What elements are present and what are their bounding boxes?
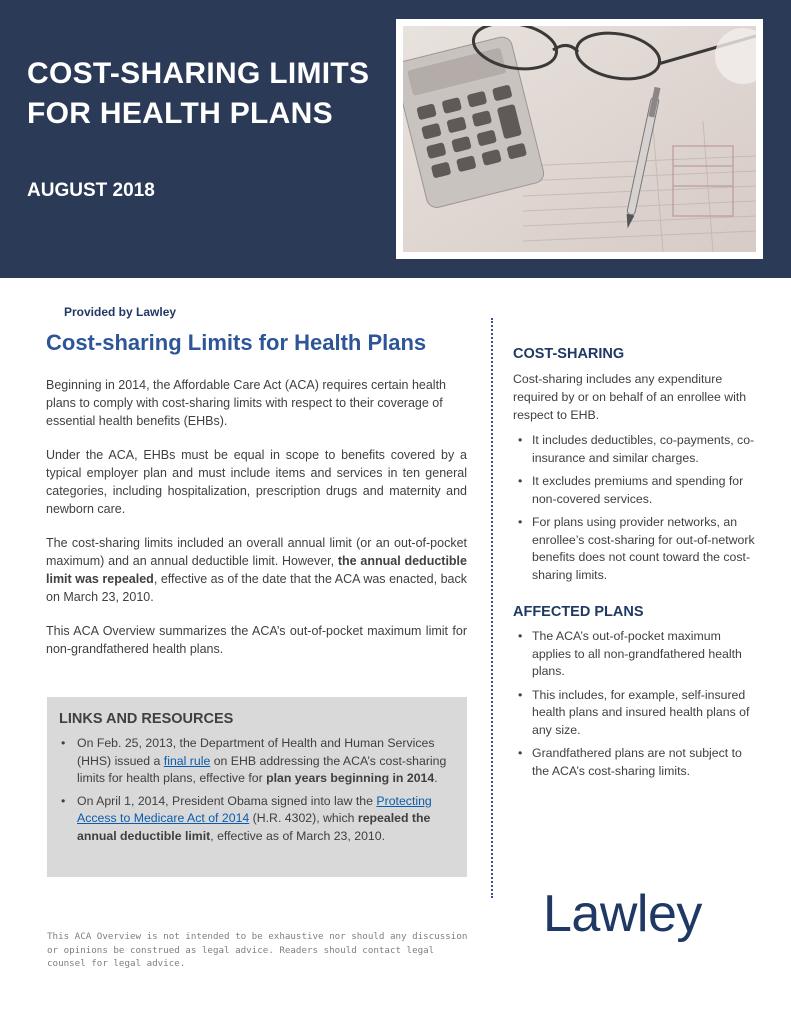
links-item1-text-b: on EHB addressing the ACA’s cost-sharing limits for health plans, effective for xyxy=(77,753,447,785)
links-item1-bold: plan years beginning in 2014 xyxy=(266,771,435,785)
body-paragraph-2: Under the ACA, EHBs must be equal in scope to benefits covered by a typical employer plan and must include items and services in ten general categories, including hospitalization, prescription drugs and maternity and newborn care. xyxy=(46,448,467,516)
body-paragraph-4: This ACA Overview summarizes the ACA’s out-of-pocket maximum limit for non-grandfathered health plans. xyxy=(46,624,467,656)
links-item2-bold: repealed the annual deductible limit xyxy=(77,811,431,843)
links-resources-box xyxy=(47,697,467,877)
cost-sharing-bullet-2: • It excludes premiums and spending for non-covered services. xyxy=(513,473,758,508)
body-p3-text-c: , effective as of the date that the ACA was enacted, back on March 23, 2010. xyxy=(46,572,467,604)
provided-by-label: Provided by Lawley xyxy=(64,305,177,319)
links-heading: LINKS AND RESOURCES xyxy=(59,711,234,727)
links-item2-text-c: , effective as of March 23, 2010. xyxy=(210,828,385,843)
cost-sharing-bullet-1: • It includes deductibles, co-payments, co-insurance and similar charges. xyxy=(513,432,758,467)
column-divider xyxy=(491,318,493,898)
body-paragraph-3 xyxy=(46,534,467,606)
body-p3-text-a: The cost-sharing limits included an overall annual limit (or an out-of-pocket maximum) and an annual deductible limit. However, xyxy=(46,536,467,568)
links-item-1 xyxy=(59,735,457,788)
links-item2-text-a: On April 1, 2014, President Obama signed into law the xyxy=(77,793,377,808)
links-item2-text-b: (H.R. 4302), which xyxy=(249,811,358,825)
banner-title xyxy=(27,54,369,134)
banner-title-line-2: FOR HEALTH PLANS xyxy=(27,97,333,130)
affected-plans-list xyxy=(513,628,758,780)
cost-sharing-list xyxy=(513,432,758,584)
affected-plans-bullet-3: • Grandfathered plans are not subject to the ACA’s cost-sharing limits. xyxy=(513,745,758,780)
lawley-logo: Lawley xyxy=(543,885,702,943)
final-rule-link[interactable]: final rule xyxy=(163,753,211,768)
links-list xyxy=(59,735,457,845)
cost-sharing-intro: Cost-sharing includes any expenditure required by or on behalf of an enrollee with respect to EHB. xyxy=(513,372,747,422)
body-paragraph-1: Beginning in 2014, the Affordable Care Act (ACA) requires certain health plans to comply with cost-sharing limits with respect to their coverage of essential health benefits (EHBs). xyxy=(46,378,447,428)
protecting-access-link[interactable]: Protecting Access to Medicare Act of 2014 xyxy=(77,793,432,825)
cost-sharing-heading: COST-SHARING xyxy=(513,346,625,362)
body-column xyxy=(46,376,467,674)
cost-sharing-section xyxy=(513,346,758,590)
affected-plans-section xyxy=(513,604,758,786)
banner-date: AUGUST 2018 xyxy=(27,180,155,201)
legal-disclaimer: This ACA Overview is not intended to be exhaustive nor should any discussion or opinions be construed as legal advice. Readers should contact legal counsel for legal advice. xyxy=(47,931,468,969)
links-item1-text-a: On Feb. 25, 2013, the Department of Health and Human Services (HHS) issued a xyxy=(77,736,435,768)
body-p3-bold: the annual deductible limit was repealed xyxy=(46,554,467,586)
header-banner xyxy=(0,0,791,278)
links-item1-text-c: . xyxy=(434,771,438,785)
affected-plans-bullet-2: • This includes, for example, self-insured health plans and insured health plans of any size. xyxy=(513,687,758,740)
calculator-glasses-photo xyxy=(403,26,756,252)
photo-illustration xyxy=(403,26,756,252)
cost-sharing-bullet-3: • For plans using provider networks, an enrollee’s cost-sharing for out-of-network benefits does not count toward the cost-sharing limits. xyxy=(513,514,758,584)
main-title: Cost-sharing Limits for Health Plans xyxy=(46,330,427,355)
affected-plans-heading: AFFECTED PLANS xyxy=(513,604,644,620)
header-photo-frame xyxy=(396,19,763,259)
affected-plans-bullet-1: • The ACA’s out-of-pocket maximum applies to all non-grandfathered health plans. xyxy=(513,628,758,681)
banner-title-line-1: COST-SHARING LIMITS xyxy=(27,57,370,90)
links-item-2 xyxy=(59,793,457,846)
